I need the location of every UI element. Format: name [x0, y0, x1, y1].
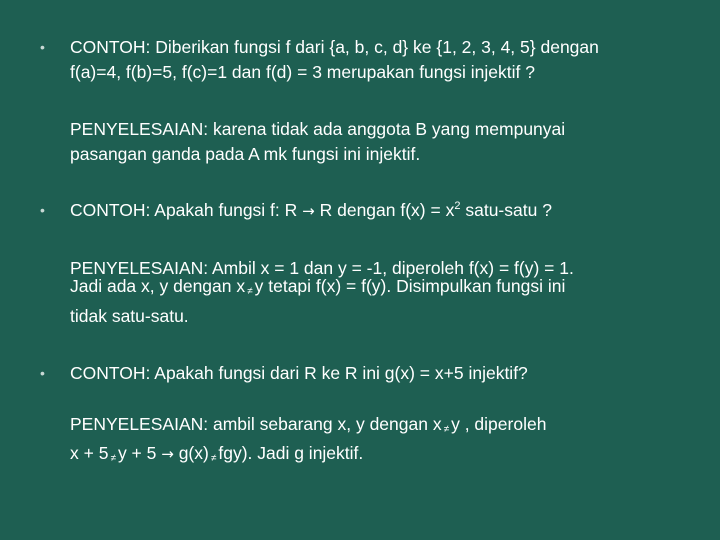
item2-question-exponent: 2 [454, 200, 461, 213]
item2-answer-line3: tidak satu-satu. [70, 306, 189, 326]
item1-question-line2: f(a)=4, f(b)=5, f(c)=1 dan f(d) = 3 merupakan fungsi injektif ? [70, 62, 535, 82]
item2-question [70, 200, 552, 221]
item3-answer-line1-part2: y , diperoleh [451, 414, 547, 434]
not-equal-icon: ≠ [110, 453, 116, 464]
item1-question-line1: CONTOH: Diberikan fungsi f dari {a, b, c, d} ke {1, 2, 3, 4, 5} dengan [70, 37, 599, 57]
arrow-icon: → [161, 445, 174, 463]
item1-answer-line1: PENYELESAIAN: karena tidak ada anggota B yang mempunyai [70, 119, 566, 139]
bullet-3: • [40, 365, 45, 381]
item3-answer-line2-part4: fgy). Jadi g injektif. [218, 443, 364, 463]
bullet-2: • [40, 202, 45, 218]
item3-answer-line2-part3: g(x) [178, 443, 209, 463]
item2-answer-line2-part2: y tetapi f(x) = f(y). Disimpulkan fungsi ini [254, 276, 566, 296]
item3-answer-line1-part1: PENYELESAIAN: ambil sebarang x, y dengan x [70, 414, 442, 434]
not-equal-icon: ≠ [210, 453, 217, 464]
item3-answer-line2-part1: x + 5 [70, 443, 109, 463]
item2-question-part3: satu-satu ? [465, 200, 552, 220]
item3-answer-line2 [70, 443, 363, 467]
not-equal-icon: ≠ [443, 424, 450, 435]
item3-question: CONTOH: Apakah fungsi dari R ke R ini g(x) = x+5 injektif? [70, 363, 528, 383]
item3-answer-line2-part2: y + 5 [117, 443, 157, 463]
item2-question-part1: CONTOH: Apakah fungsi f: R [70, 200, 298, 220]
item3-answer-line1 [70, 414, 546, 438]
not-equal-icon: ≠ [247, 286, 253, 297]
item2-answer-line2 [70, 276, 565, 300]
item2-answer-line2-part1: Jadi ada x, y dengan x [70, 276, 246, 296]
bullet-1: • [40, 39, 45, 55]
item2-question-part2: R dengan f(x) = x [319, 200, 455, 220]
item2-answer-line1: PENYELESAIAN: Ambil x = 1 dan y = -1, diperoleh f(x) = f(y) = 1. [70, 258, 574, 278]
item1-answer-line2: pasangan ganda pada A mk fungsi ini injektif. [70, 144, 421, 164]
arrow-icon: → [302, 202, 315, 220]
